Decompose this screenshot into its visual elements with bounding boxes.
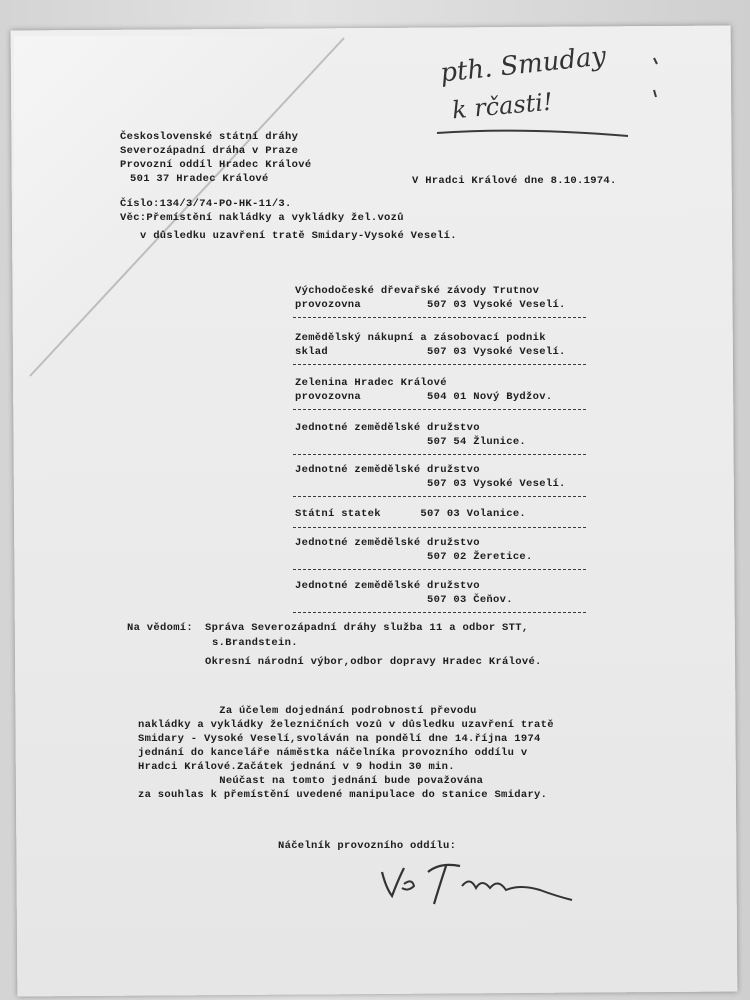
recipient-5-line-2: 507 03 Vysoké Veselí.: [295, 478, 566, 490]
recipient-7-line-1: Jednotné zemědělské družstvo: [295, 537, 480, 549]
recipient-1-line-2: provozovna 507 03 Vysoké Veselí.: [295, 299, 566, 311]
body-line-4: jednání do kanceláře náměstka náčelníka provozního oddílu v: [138, 747, 528, 759]
recipient-3-line-1: Zelenina Hradec Králové: [295, 377, 447, 389]
copy-to-label: Na vědomí:: [127, 622, 194, 634]
sender-line-4: 501 37 Hradec Králové: [130, 173, 269, 185]
recipient-4-line-2: 507 54 Žlunice.: [295, 436, 527, 448]
recipient-3-line-2: provozovna 504 01 Nový Bydžov.: [295, 391, 553, 403]
copy-to-line-1: Správa Severozápadní dráhy služba 11 a odbor STT,: [205, 622, 529, 634]
subject-line-2: v důsledku uzavření tratě Smidary-Vysoké Veselí.: [140, 230, 457, 242]
copy-to-line-2: s.Brandstein.: [212, 637, 298, 649]
handwritten-note-line1: pth. Smuday: [438, 41, 608, 89]
body-line-5: Hradci Králové.Začátek jednání v 9 hodin 30 min.: [138, 761, 455, 773]
recipient-6-line-1: Státní statek 507 03 Volanice.: [295, 508, 527, 520]
subject-line-1: Věc:Přemístění nakládky a vykládky žel.vozů: [120, 212, 404, 224]
copy-to-line-3: Okresní národní výbor,odbor dopravy Hradec Králové.: [205, 656, 542, 668]
reference-number: Číslo:134/3/74-PO-HK-11/3.: [120, 198, 292, 210]
recipient-5-line-1: Jednotné zemědělské družstvo: [295, 464, 480, 476]
body-line-7: za souhlas k přemístění uvedené manipulace do stanice Smidary.: [138, 789, 548, 801]
sender-line-1: Československé státní dráhy: [120, 131, 299, 143]
body-line-1: Za účelem dojednání podrobností převodu: [140, 705, 477, 717]
sender-line-3: Provozní oddíl Hradec Králové: [120, 159, 312, 171]
sender-line-2: Severozápadní dráha v Praze: [120, 145, 299, 157]
body-line-3: Smidary - Vysoké Veselí,svoláván na pondělí dne 14.října 1974: [138, 733, 541, 745]
place-date: V Hradci Králové dne 8.10.1974.: [412, 175, 617, 187]
body-line-6: Neúčast na tomto jednání bude považována: [140, 775, 484, 787]
body-line-2: nakládky a vykládky železničních vozů v důsledku uzavření tratě: [138, 719, 554, 731]
recipient-8-line-1: Jednotné zemědělské družstvo: [295, 580, 480, 592]
recipient-1-line-1: Východočeské dřevařské závody Trutnov: [295, 285, 540, 297]
recipient-2-line-1: Zemědělský nákupní a zásobovací podnik: [295, 332, 546, 344]
handwritten-note-line2: k rčasti!: [450, 87, 554, 125]
recipient-4-line-1: Jednotné zemědělské družstvo: [295, 422, 480, 434]
recipient-2-line-2: sklad 507 03 Vysoké Veselí.: [295, 346, 566, 358]
signature-title: Náčelník provozního oddílu:: [278, 840, 457, 852]
recipient-8-line-2: 507 03 Čeňov.: [295, 594, 513, 606]
recipient-7-line-2: 507 02 Žeretice.: [295, 551, 533, 563]
